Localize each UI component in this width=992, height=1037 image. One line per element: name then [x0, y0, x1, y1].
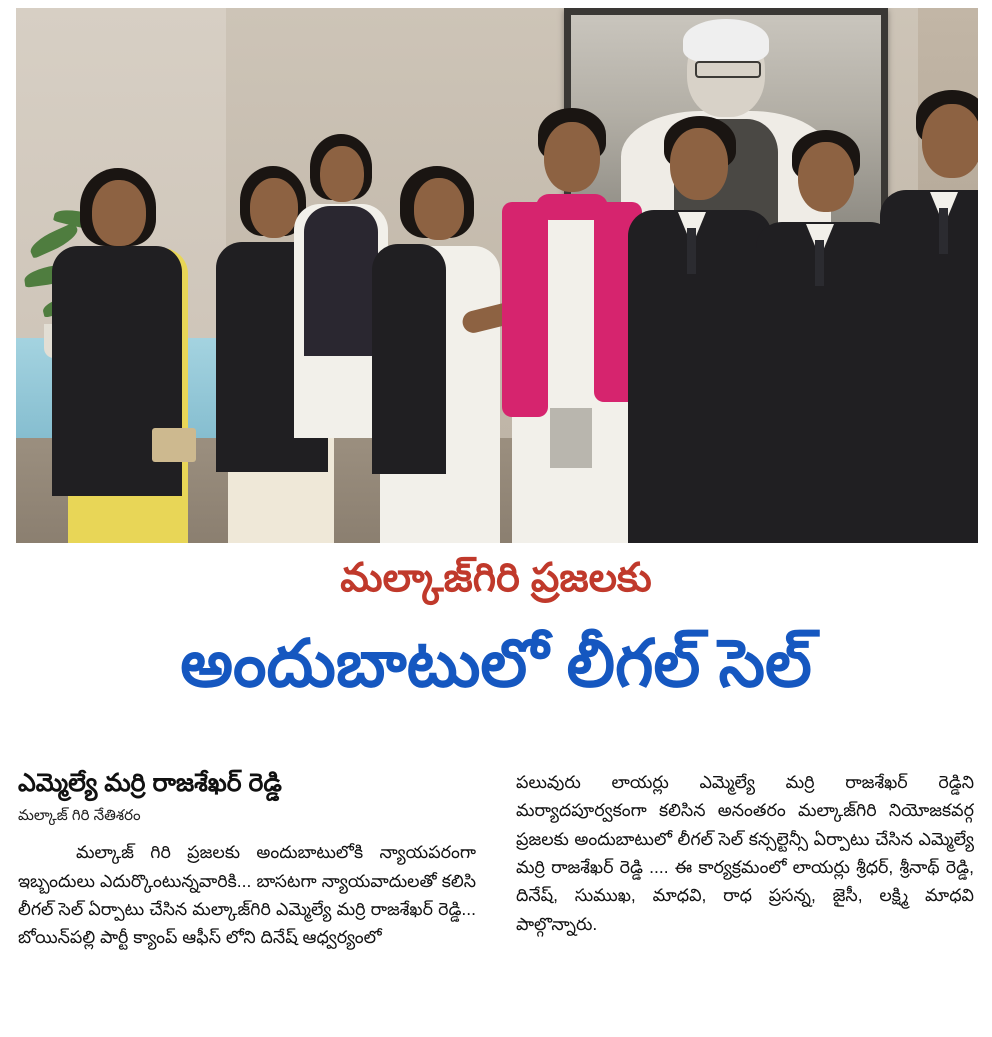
person-4-blazer	[372, 244, 446, 474]
article-byline: ఎమ్మెల్యే మర్రి రాజశేఖర్ రెడ్డి	[18, 769, 282, 797]
article-body	[18, 768, 974, 1030]
person-6-head	[670, 128, 728, 200]
article-headline: అందుబాటులో లీగల్ సెల్	[180, 626, 812, 700]
portrait-hair	[683, 19, 769, 63]
person-3-head	[320, 146, 364, 202]
article-kicker: మల్కాజ్‌గిరి ప్రజలకు	[340, 556, 652, 600]
article-column-left	[18, 768, 476, 1030]
article-column-right	[516, 768, 974, 1030]
person-7-head	[798, 142, 854, 212]
photo-scene	[16, 8, 978, 543]
person-5-hand	[550, 408, 592, 468]
person-7-tie	[815, 240, 824, 286]
person-8-suit	[880, 190, 978, 543]
person-4-head	[414, 178, 464, 240]
person-7-suit	[756, 222, 896, 543]
person-8	[876, 86, 978, 543]
article-paragraph-right: పలువురు లాయర్లు ఎమ్మెల్యే మర్రి రాజశేఖర్ రెడ్డిని మర్యాదపూర్వకంగా కలిసిన అనంతరం మల్కాజ్‌గిరి నియోజకవర్గ ప్రజలకు అందుబాటులో లీగల్ సెల్ కన్సల్టెన్సీ ఏర్పాటు చేసిన ఎమ్మెల్యే మర్రి రాజశేఖర్ రెడ్డి .... ఈ కార్యక్రమంలో లాయర్లు శ్రీధర్, శ్రీనాథ్ రెడ్డి, దినేష్, సుముఖ, మాధవి, రాధ ప్రసన్న, జైసీ, లక్ష్మి మాధవి పాల్గొన్నారు.	[516, 772, 974, 934]
person-8-head	[922, 104, 978, 178]
person-5-head	[544, 122, 600, 192]
person-8-tie	[939, 208, 948, 254]
article-paragraph-left: మల్కాజ్ గిరి ప్రజలకు అందుబాటులోకి న్యాయపరంగా ఇబ్బందులు ఎదుర్కొంటున్నవారికి... బాసటగా న్యాయవాదులతో కలిసి లీగల్ సెల్ ఏర్పాటు చేసిన మల్కాజ్‌గిరి ఎమ్మెల్యే మర్రి రాజశేఖర్ రెడ్డి... బోయిన్‌పల్లి పార్టీ క్యాంప్ ఆఫీస్ లోని దినేష్ ఆధ్వర్యంలో	[18, 842, 476, 948]
person-1-head	[92, 180, 146, 246]
person-1	[40, 168, 220, 543]
person-1-handbag	[152, 428, 196, 462]
person-6-tie	[687, 228, 696, 274]
person-4	[366, 158, 516, 543]
news-photograph	[16, 8, 978, 543]
article-subline: మల్కాజ్ గిరి నేతిశరం	[18, 807, 141, 825]
person-5-shawl-left	[502, 202, 548, 417]
portrait-glasses	[695, 61, 761, 78]
person-5-shawl-collar	[536, 194, 608, 220]
